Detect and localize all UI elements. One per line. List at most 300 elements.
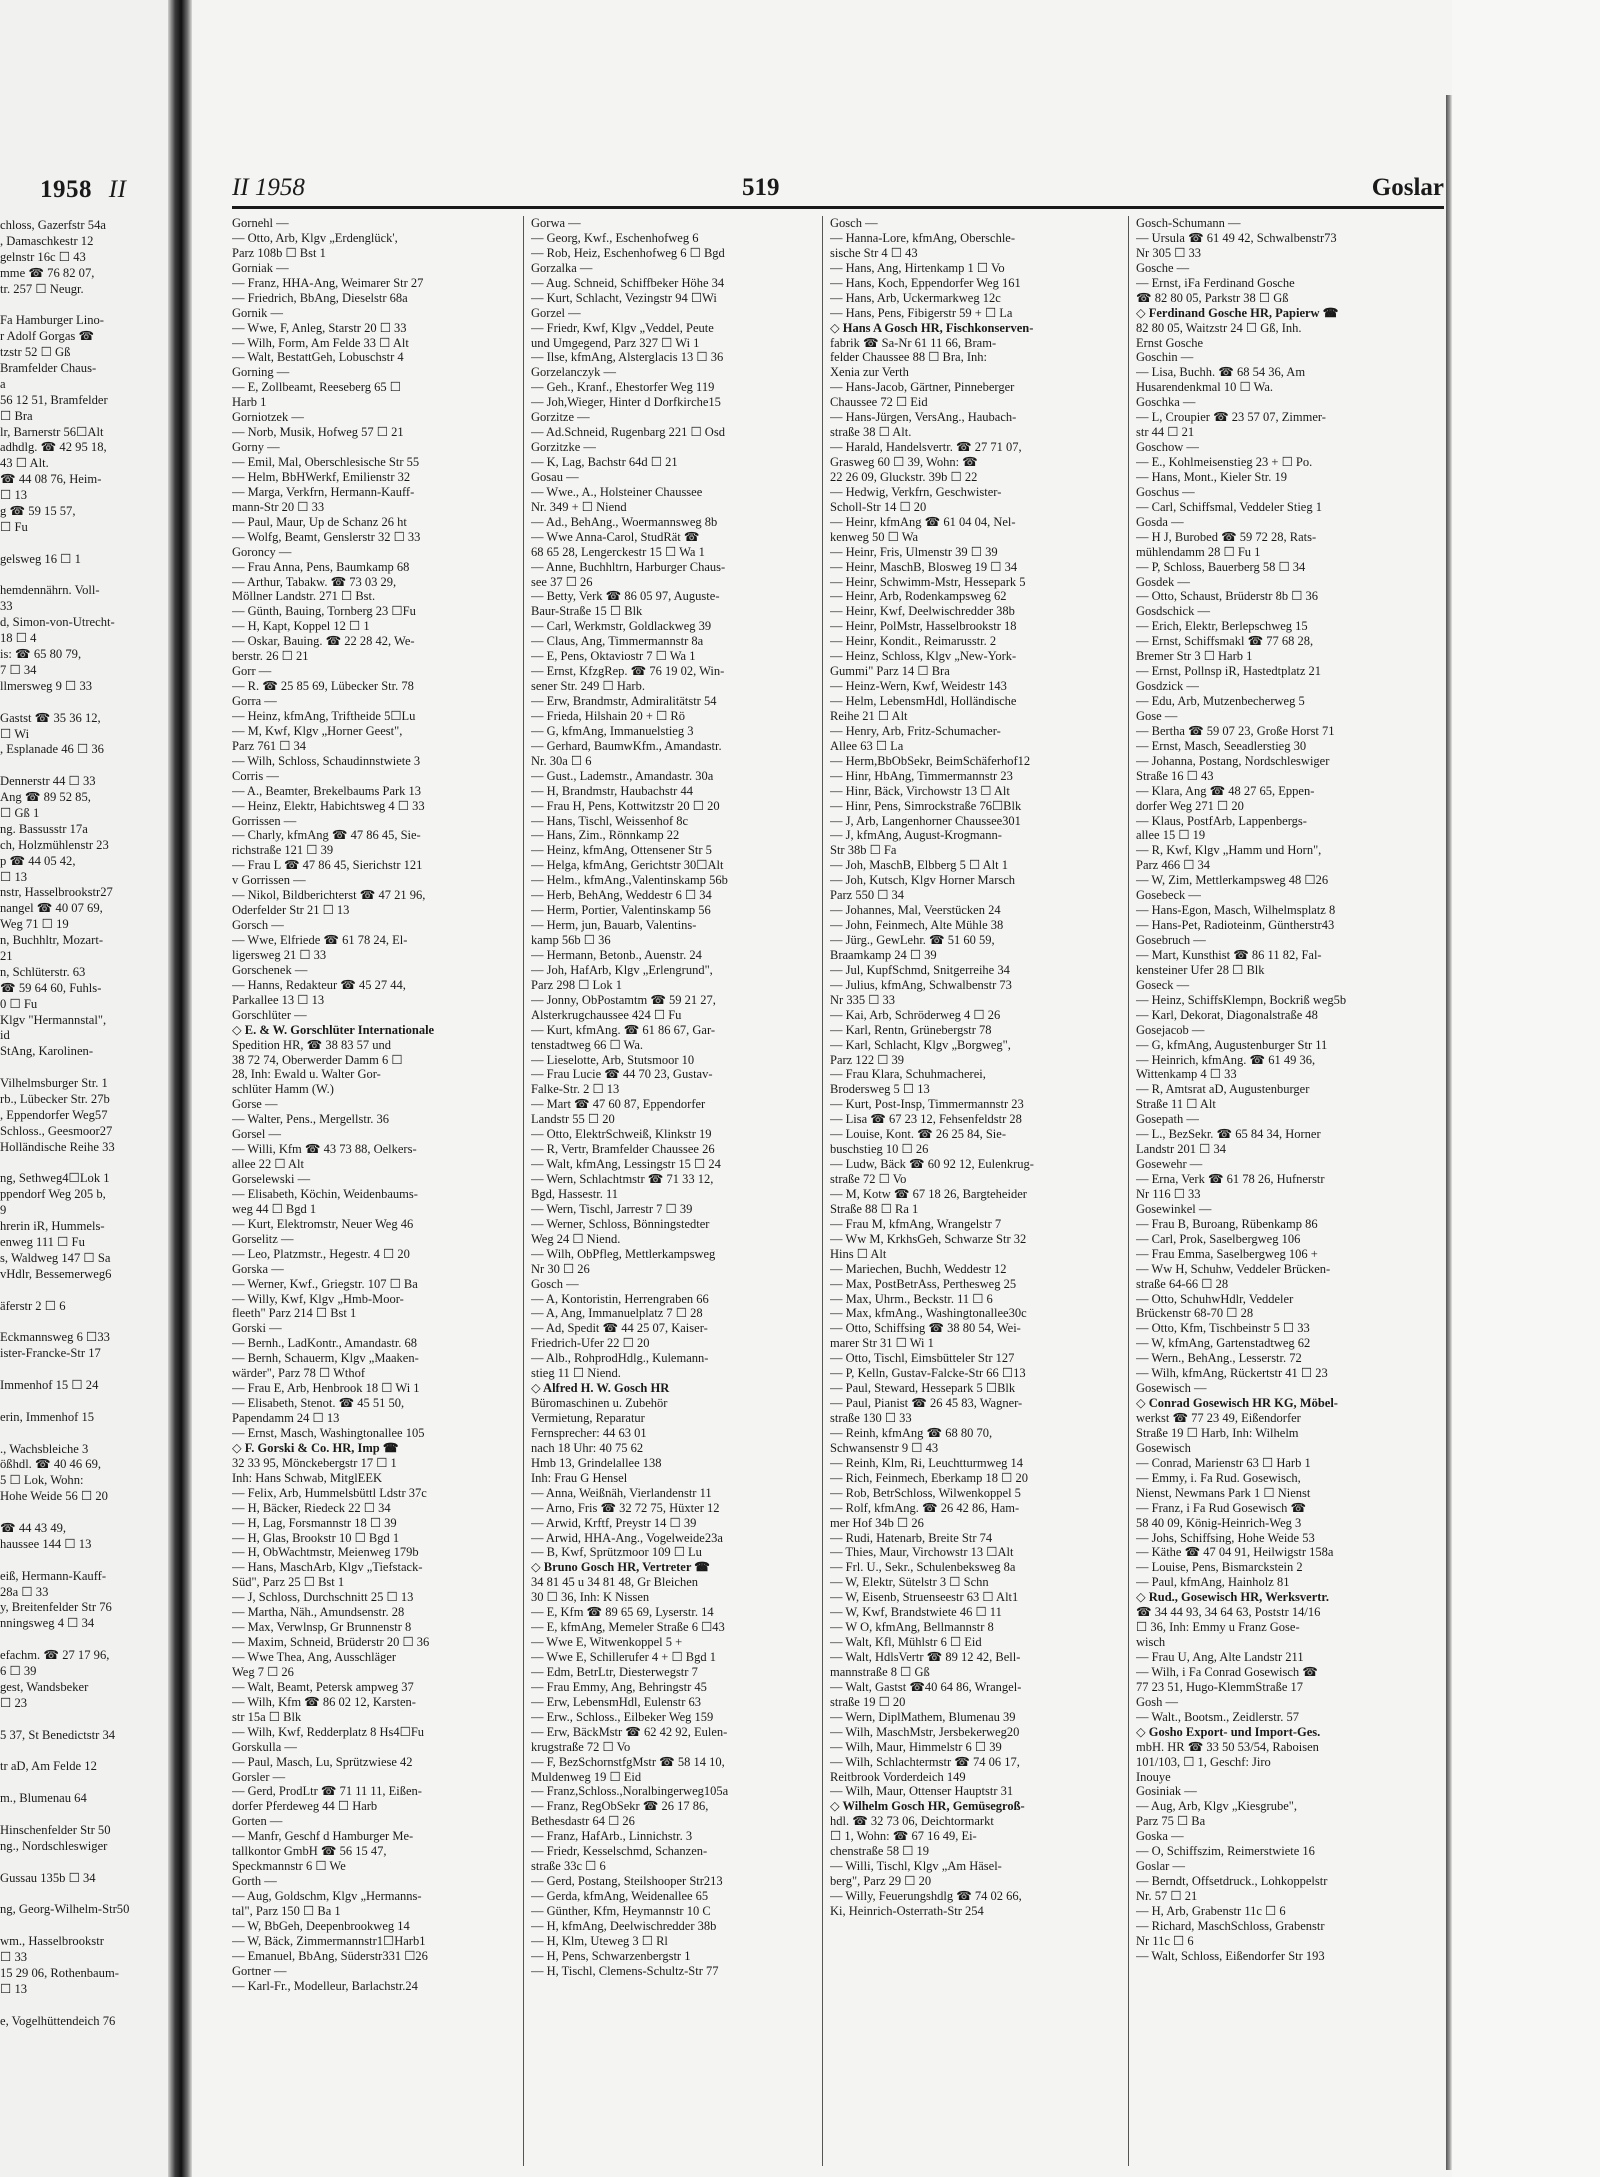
- directory-entry-line: — Karl, Schlacht, Klgv „Borgweg",: [830, 1037, 1011, 1052]
- directory-entry-line: — Rolf, kfmAng. ☎ 26 42 86, Ham-: [830, 1500, 1020, 1515]
- directory-entry-line: — Wwe E, Schillerufer 4 + ☐ Bgd 1: [531, 1650, 717, 1664]
- directory-entry-line: — A, Ang, Immanuelplatz 7 ☐ 28: [531, 1306, 703, 1321]
- left-page-line: Hinschenfelder Str 50: [0, 1822, 111, 1837]
- directory-entry-line: — M, Kwf, Klgv „Horner Geest",: [232, 723, 403, 738]
- directory-entry-line: — Walt, Beamt, Petersk ampweg 37: [232, 1679, 414, 1694]
- directory-entry-line: — J, Arb, Langenhorner Chaussee301: [830, 813, 1021, 828]
- left-page-line: [0, 1744, 166, 1760]
- column-divider: [523, 216, 524, 2166]
- directory-entry-line: — Carl, Werkmstr, Goldlackweg 39: [531, 619, 712, 634]
- directory-entry-line: mühlendamm 28 ☐ Fu 1: [1136, 544, 1261, 559]
- directory-entry-line: — Ernst, Masch, Seeadlerstieg 30: [1136, 738, 1307, 753]
- left-header-year: 1958: [40, 176, 92, 203]
- directory-entry-line: — Frau Lucie ☎ 44 70 23, Gustav-: [531, 1067, 713, 1082]
- directory-entry-line: — Nikol, Bildberichterst ☎ 47 21 96,: [232, 888, 426, 903]
- directory-entry-line: — Otto, Kfm, Tischbeinstr 5 ☐ 33: [1136, 1321, 1310, 1336]
- directory-entry-line: ◇ Hans A Gosch HR, Fischkonserven-: [830, 320, 1034, 335]
- directory-entry-line: — Jonny, ObPostamtm ☎ 59 21 27,: [531, 992, 716, 1007]
- left-page-line: 0 ☐ Fu: [0, 996, 38, 1011]
- directory-entry-line: straße 130 ☐ 33: [830, 1411, 912, 1425]
- directory-entry-line: — Thies, Maur, Virchowstr 13 ☐Alt: [830, 1545, 1014, 1560]
- directory-entry-line: — Wilh, Kfm ☎ 86 02 12, Karsten-: [232, 1694, 416, 1709]
- left-page-line: ng, Sethweg4☐Lok 1: [0, 1171, 110, 1186]
- directory-entry-line: Gorschlüter —: [232, 1007, 307, 1022]
- directory-entry-line: — P, Kelln, Gustav-Falcke-Str 66 ☐13: [830, 1366, 1026, 1381]
- directory-entry-line: — Aug, Arb, Klgv „Kiesgrube",: [1136, 1799, 1297, 1814]
- directory-entry-line: — E, Kfm ☎ 89 65 69, Lyserstr. 14: [531, 1605, 714, 1620]
- directory-entry-line: — Heinr, kfmAng ☎ 61 04 04, Nel-: [830, 514, 1016, 529]
- directory-entry-line: dorfer Weg 271 ☐ 20: [1136, 798, 1244, 813]
- directory-entry-line: Goschus —: [1136, 484, 1195, 499]
- left-page-line: [0, 1283, 166, 1299]
- directory-entry-line: — Herb, BehAng, Weddestr 6 ☐ 34: [531, 888, 712, 903]
- directory-entry-line: — H, Glas, Brookstr 10 ☐ Bgd 1: [232, 1530, 400, 1545]
- directory-entry-line: — Max, Uhrm., Beckstr. 11 ☐ 6: [830, 1291, 993, 1306]
- directory-entry-line: — K, Lag, Bachstr 64d ☐ 21: [531, 455, 678, 469]
- left-page-line: is: ☎ 65 80 79,: [0, 647, 82, 662]
- left-page-line: 9: [0, 1203, 7, 1218]
- directory-entry-line: Papendamm 24 ☐ 13: [232, 1411, 340, 1425]
- directory-entry-line: Gosebruch —: [1136, 933, 1206, 947]
- directory-entry-line: — Maxim, Schneid, Brüderstr 20 ☐ 36: [232, 1635, 430, 1650]
- directory-entry-line: — Wern, Schlachtmstr ☎ 71 33 12,: [531, 1172, 714, 1186]
- directory-entry-line: Nr 11c ☐ 6: [1136, 1933, 1194, 1948]
- column-1: [232, 216, 515, 2166]
- left-page-line: gelnstr 16c ☐ 43: [0, 249, 86, 264]
- left-page-line: ch, Holzmühlenstr 23: [0, 837, 109, 852]
- directory-entry-line: Gosdschick —: [1136, 604, 1210, 619]
- directory-entry-line: Husarendenkmal 10 ☐ Wa.: [1136, 380, 1274, 395]
- directory-entry-line: Baur-Straße 15 ☐ Blk: [531, 604, 643, 619]
- directory-entry-line: Gose —: [1136, 708, 1178, 723]
- directory-entry-line: Schwansenstr 9 ☐ 43: [830, 1440, 939, 1455]
- directory-entry-line: — Otto, SchuhwHdlr, Veddeler: [1136, 1291, 1294, 1306]
- directory-entry-line: Landstr 55 ☐ 20: [531, 1112, 615, 1127]
- directory-entry-line: — H, kfmAng, Deelwischredder 38b: [531, 1918, 717, 1933]
- directory-entry-line: — Norb, Musik, Hofweg 57 ☐ 21: [232, 425, 404, 440]
- directory-entry-line: straße 33c ☐ 6: [531, 1859, 606, 1874]
- directory-entry-line: — Otto, ElektrSchweiß, Klinkstr 19: [531, 1127, 712, 1142]
- directory-entry-line: Gorsch —: [232, 918, 284, 933]
- directory-entry-line: nach 18 Uhr: 40 75 62: [531, 1440, 644, 1455]
- directory-entry-line: — Helm., kfmAng.,Valentinskamp 56b: [531, 873, 728, 888]
- directory-entry-line: Gosch —: [830, 216, 878, 230]
- directory-entry-line: — Georg, Kwf., Eschenhofweg 6: [531, 230, 699, 245]
- directory-entry-line: — Charly, kfmAng ☎ 47 86 45, Sie-: [232, 828, 421, 843]
- left-page-fragment: [0, 0, 168, 2177]
- directory-entry-line: ◇ E. & W. Gorschlüter Internationale: [232, 1022, 435, 1037]
- directory-entry-line: tallkontor GmbH ☎ 56 15 47,: [232, 1844, 387, 1859]
- directory-entry-line: — E, Pens, Oktaviostr 7 ☐ Wa 1: [531, 649, 696, 664]
- directory-entry-line: — Gerda, kfmAng, Weidenallee 65: [531, 1889, 709, 1903]
- directory-entry-line: kamp 56b ☐ 36: [531, 933, 611, 947]
- left-page-line: 7 ☐ 34: [0, 662, 37, 677]
- directory-entry-line: — Hermann, Betonb., Auenstr. 24: [531, 947, 702, 962]
- directory-entry-line: Gosebeck —: [1136, 888, 1201, 903]
- directory-entry-line: — W O, kfmAng, Bellmannstr 8: [830, 1620, 994, 1635]
- directory-entry-line: — Joh, MaschB, Elbberg 5 ☐ Alt 1: [830, 858, 1008, 873]
- directory-entry-line: — Franz, HHA-Ang, Weimarer Str 27: [232, 275, 424, 290]
- directory-entry-line: Gosewisch: [1136, 1440, 1191, 1455]
- directory-entry-line: Muldenweg 19 ☐ Eid: [531, 1769, 642, 1784]
- left-page-line: ößhdl. ☎ 40 46 69,: [0, 1457, 102, 1472]
- directory-entry-line: Gorten —: [232, 1814, 283, 1829]
- directory-entry-line: — Hans, MaschArb, Klgv „Tiefstack-: [232, 1560, 423, 1575]
- directory-entry-line: Hmb 13, Grindelallee 138: [531, 1455, 662, 1470]
- directory-entry-line: — Paul, Masch, Lu, Sprützwiese 42: [232, 1754, 413, 1769]
- directory-entry-line: Inh: Frau G Hensel: [531, 1470, 628, 1485]
- directory-entry-line: Gorny —: [232, 440, 280, 455]
- left-page-line: ppendorf Weg 205 b,: [0, 1187, 106, 1202]
- directory-entry-line: — Otto, Arb, Klgv „Erdenglück',: [232, 230, 398, 245]
- directory-entry-line: Gornik —: [232, 305, 284, 320]
- directory-entry-line: — H J, Burobed ☎ 59 72 28, Rats-: [1136, 529, 1317, 544]
- directory-entry-line: — W, Elektr, Sütelstr 3 ☐ Schn: [830, 1575, 989, 1590]
- directory-entry-line: — Hinr, HbAng, Timmermannstr 23: [830, 768, 1013, 783]
- directory-entry-line: Goschin —: [1136, 350, 1194, 365]
- directory-entry-line: — Ww M, KrkhsGeh, Schwarze Str 32: [830, 1231, 1027, 1246]
- directory-entry-line: — Erw, LebensmHdl, Eulenstr 63: [531, 1694, 701, 1709]
- directory-entry-line: — H, Kapt, Koppel 12 ☐ 1: [232, 619, 370, 634]
- directory-entry-line: ◇ Alfred H. W. Gosch HR: [531, 1381, 670, 1396]
- directory-entry-line: Goska —: [1136, 1829, 1184, 1844]
- directory-entry-line: Ki, Heinrich-Osterrath-Str 254: [830, 1903, 984, 1918]
- directory-entry-line: — Hans, Koch, Eppendorfer Weg 161: [830, 275, 1021, 290]
- directory-entry-line: Grasweg 60 ☐ 39, Wohn: ☎: [830, 455, 978, 469]
- directory-entry-line: fleeth" Parz 214 ☐ Bst 1: [232, 1306, 357, 1321]
- directory-entry-line: Hins ☐ Alt: [830, 1246, 887, 1261]
- directory-entry-line: — Berndt, Offsetdruck., Lohkoppelstr: [1136, 1874, 1328, 1889]
- directory-entry-line: sener Str. 249 ☐ Harb.: [531, 679, 645, 694]
- directory-entry-line: — Anne, Buchhltrn, Harburger Chaus-: [531, 559, 726, 574]
- directory-entry-line: straße 72 ☐ Vo: [830, 1172, 907, 1186]
- directory-entry-line: Str 38b ☐ Fa: [830, 843, 897, 858]
- directory-entry-line: Bgd, Hassestr. 11: [531, 1186, 619, 1201]
- directory-entry-line: — Kurt, Elektromstr, Neuer Weg 46: [232, 1216, 414, 1231]
- directory-entry-line: — Frau B, Buroang, Rübenkamp 86: [1136, 1216, 1318, 1231]
- directory-entry-line: — Hans-Pet, Radioteinm, Güntherstr43: [1136, 918, 1335, 933]
- directory-entry-line: — Hans-Jürgen, VersAng., Haubach-: [830, 410, 1017, 425]
- left-page-line: [0, 1394, 166, 1410]
- directory-entry-line: — Wern., BehAng., Lesserstr. 72: [1136, 1351, 1302, 1366]
- directory-entry-line: — Leo, Platzmstr., Hegestr. 4 ☐ 20: [232, 1246, 410, 1261]
- directory-entry-line: — Emanuel, BbAng, Süderstr331 ☐26: [232, 1948, 428, 1963]
- column-2: [531, 216, 814, 2166]
- directory-entry-line: — Wwe., A., Holsteiner Chaussee: [531, 484, 703, 499]
- directory-entry-line: — Arwid, HHA-Ang., Vogelweide23a: [531, 1530, 723, 1545]
- directory-entry-line: — Julius, kfmAng, Schwalbenstr 73: [830, 977, 1012, 992]
- directory-entry-line: richstraße 121 ☐ 39: [232, 843, 334, 858]
- directory-entry-line: — Wolfg, Beamt, Genslerstr 32 ☐ 33: [232, 529, 421, 544]
- left-page-line: ☐ 13: [0, 1981, 28, 1996]
- directory-entry-line: 58 40 09, König-Heinrich-Weg 3: [1136, 1515, 1302, 1530]
- directory-entry-line: — Walt, HdlsVertr ☎ 89 12 42, Bell-: [830, 1650, 1021, 1664]
- directory-entry-line: — Hans, Ang, Hirtenkamp 1 ☐ Vo: [830, 260, 1005, 275]
- directory-entry-line: — Frl. U., Sekr., Schulenbeksweg 8a: [830, 1560, 1016, 1575]
- directory-entry-line: Corris —: [232, 768, 279, 783]
- directory-entry-line: str 44 ☐ 21: [1136, 425, 1195, 440]
- left-page-line: haussee 144 ☐ 13: [0, 1536, 92, 1551]
- directory-entry-line: — Friedr, Kwf, Klgv „Veddel, Peute: [531, 320, 714, 335]
- directory-entry-line: Bethesdastr 64 ☐ 26: [531, 1814, 635, 1829]
- directory-entry-line: — Heinz, Elektr, Habichtsweg 4 ☐ 33: [232, 798, 425, 813]
- directory-entry-line: 22 26 09, Gluckstr. 39b ☐ 22: [830, 469, 978, 484]
- directory-entry-line: Allee 63 ☐ La: [830, 738, 904, 753]
- directory-entry-line: chenstraße 58 ☐ 19: [830, 1844, 930, 1859]
- directory-entry-line: Spedition HR, ☎ 38 83 57 und: [232, 1037, 391, 1052]
- directory-entry-line: Wittenkamp 4 ☐ 33: [1136, 1067, 1237, 1082]
- directory-entry-line: — Gust., Lademstr., Amandastr. 30a: [531, 768, 714, 783]
- directory-entry-line: Gortner —: [232, 1963, 287, 1978]
- directory-entry-line: tenstadtweg 66 ☐ Wa.: [531, 1037, 644, 1052]
- left-page-line: ☐ Bra: [0, 408, 33, 423]
- directory-entry-line: marer Str 31 ☐ Wi 1: [830, 1336, 934, 1351]
- directory-entry-line: — Wilh, Maur, Ottenser Hauptstr 31: [830, 1784, 1014, 1799]
- directory-entry-line: — Johs, Schiffsing, Hohe Weide 53: [1136, 1530, 1315, 1545]
- left-page-line: id: [0, 1028, 10, 1043]
- left-page-line: ☎ 44 43 49,: [0, 1521, 67, 1536]
- left-page-line: Gastst ☎ 35 36 12,: [0, 710, 101, 725]
- directory-entry-line: mann-Str 20 ☐ 33: [232, 499, 325, 514]
- directory-entry-line: — Aug, Goldschm, Klgv „Hermanns-: [232, 1889, 422, 1903]
- directory-entry-line: — Johannes, Mal, Veerstücken 24: [830, 903, 1001, 918]
- left-page-line: d, Simon-von-Utrecht-: [0, 615, 115, 630]
- directory-entry-line: Brodersweg 5 ☐ 13: [830, 1082, 930, 1097]
- directory-entry-line: 82 80 05, Waitzstr 24 ☐ Gß, Inh.: [1136, 320, 1302, 335]
- directory-entry-line: — Kurt, kfmAng. ☎ 61 86 67, Gar-: [531, 1022, 716, 1037]
- directory-entry-line: — Hans, Tischl, Weissenhof 8c: [531, 813, 689, 828]
- directory-entry-line: — R. ☎ 25 85 69, Lübecker Str. 78: [232, 679, 414, 694]
- directory-entry-line: — Paul, Steward, Hessepark 5 ☐Blk: [830, 1381, 1016, 1396]
- left-page-line: rb., Lübecker Str. 27b: [0, 1091, 110, 1106]
- directory-entry-line: ◇ Wilhelm Gosch HR, Gemüsegroß-: [830, 1799, 1025, 1814]
- directory-entry-line: Xenia zur Verth: [830, 365, 909, 380]
- left-page-line: [0, 568, 166, 584]
- left-page-line: lr, Barnerstr 56☐Alt: [0, 424, 104, 439]
- directory-entry-line: — Heinz, kfmAng, Triftheide 5☐Lu: [232, 708, 416, 723]
- left-page-line: eiß, Hermann-Kauff-: [0, 1568, 107, 1583]
- directory-entry-line: Harb 1: [232, 395, 267, 410]
- directory-entry-line: ◇ Conrad Gosewisch HR KG, Möbel-: [1136, 1396, 1338, 1411]
- directory-entry-line: v Gorrissen —: [232, 873, 306, 888]
- directory-entry-line: ◇ Gosho Export- und Import-Ges.: [1136, 1724, 1321, 1739]
- directory-entry-line: Gosdek —: [1136, 574, 1190, 589]
- directory-entry-line: berg", Parz 29 ☐ 20: [830, 1874, 932, 1889]
- directory-entry-line: Inh: Hans Schwab, MitglEEK: [232, 1470, 382, 1485]
- directory-entry-line: — Hanns, Redakteur ☎ 45 27 44,: [232, 977, 406, 992]
- directory-entry-line: — Henry, Arb, Fritz-Schumacher-: [830, 723, 1001, 738]
- directory-entry-line: — Wern, DiplMathem, Blumenau 39: [830, 1709, 1016, 1724]
- directory-entry-line: — Frau U, Ang, Alte Landstr 211: [1136, 1650, 1304, 1664]
- left-page-line: m., Blumenau 64: [0, 1791, 87, 1806]
- left-page-line: Bramfelder Chaus-: [0, 361, 97, 376]
- directory-entry-line: — Hans-Egon, Masch, Wilhelmsplatz 8: [1136, 903, 1336, 918]
- left-page-line: tzstr 52 ☐ Gß: [0, 345, 71, 360]
- directory-entry-line: Gosda —: [1136, 514, 1184, 529]
- left-page-line: , Damaschkestr 12: [0, 233, 94, 248]
- directory-entry-line: Gosiniak —: [1136, 1784, 1197, 1799]
- directory-entry-line: — Friedrich, BbAng, Dieselstr 68a: [232, 290, 408, 305]
- directory-entry-line: — Karl, Dekorat, Diagonalstraße 48: [1136, 1007, 1318, 1022]
- page-number: 519: [742, 174, 780, 201]
- directory-entry-line: Goschka —: [1136, 395, 1196, 410]
- directory-entry-line: Möllner Landstr. 271 ☐ Bst.: [232, 589, 376, 604]
- directory-entry-line: — Reinh, kfmAng ☎ 68 80 70,: [830, 1425, 993, 1440]
- directory-entry-line: — Helm, BbHWerkf, Emilienstr 32: [232, 469, 411, 484]
- left-page-line: ☐ Fu: [0, 519, 28, 534]
- directory-entry-line: — Oskar, Bauing. ☎ 22 28 42, We-: [232, 634, 415, 649]
- directory-entry-line: — Alb., RohprodHdlg., Kulemann-: [531, 1351, 709, 1366]
- left-page-line: e, Vogelhüttendeich 76: [0, 2013, 116, 2028]
- directory-entry-line: — Emmy, i. Fa Rud. Gosewisch,: [1136, 1470, 1301, 1485]
- left-page-line: 6 ☐ 39: [0, 1664, 37, 1679]
- directory-entry-line: — Heinr, Schwimm-Mstr, Hessepark 5: [830, 574, 1026, 589]
- directory-entry-line: — Ww H, Schuhw, Veddeler Brücken-: [1136, 1261, 1331, 1276]
- left-page-line: gest, Wandsbeker: [0, 1679, 89, 1694]
- directory-entry-line: Gorselewski —: [232, 1172, 311, 1186]
- directory-entry-line: wärder", Parz 78 ☐ Wthof: [232, 1366, 366, 1381]
- directory-entry-line: — Walter, Pens., Mergellstr. 36: [232, 1112, 390, 1127]
- directory-entry-line: — Wilh, ObPfleg, Mettlerkampsweg: [531, 1246, 716, 1261]
- left-page-line: [0, 1156, 166, 1172]
- left-page-line: , Eppendorfer Weg57: [0, 1107, 108, 1122]
- directory-entry-line: — Frau Emma, Saselbergweg 106 +: [1136, 1246, 1318, 1261]
- directory-entry-line: Nr. 30a ☐ 6: [531, 753, 592, 768]
- directory-entry-line: — L., BezSekr. ☎ 65 84 34, Horner: [1136, 1127, 1321, 1142]
- directory-entry-line: — Otto, Tischl, Eimsbütteler Str 127: [830, 1351, 1015, 1366]
- directory-entry-line: — Johanna, Postang, Nordschleswiger: [1136, 753, 1330, 768]
- directory-entry-line: — Ursula ☎ 61 49 42, Schwalbenstr73: [1136, 230, 1337, 245]
- directory-entry-line: — Heinr, Arb, Rodenkampsweg 62: [830, 589, 1007, 604]
- directory-entry-line: — Frau E, Arb, Henbrook 18 ☐ Wi 1: [232, 1381, 420, 1396]
- left-page-line: r Adolf Gorgas ☎: [0, 329, 95, 344]
- left-page-line: ☐ Wi: [0, 726, 30, 741]
- left-page-line: chloss, Gazerfstr 54a: [0, 218, 106, 232]
- directory-entry-line: — Wilh, Schloss, Schaudinnstwiete 3: [232, 753, 421, 768]
- directory-entry-line: Scholl-Str 14 ☐ 20: [830, 499, 927, 514]
- directory-entry-line: Bremer Str 3 ☐ Harb 1: [1136, 649, 1253, 664]
- page-header: [232, 160, 1444, 206]
- left-page-line: p ☎ 44 05 42,: [0, 853, 76, 868]
- directory-entry-line: Gosau —: [531, 469, 579, 484]
- directory-entry-line: ◇ Ferdinand Gosche HR, Papierw ☎: [1136, 305, 1339, 320]
- directory-entry-line: — Rudi, Hatenarb, Breite Str 74: [830, 1530, 993, 1545]
- left-page-line: Ang ☎ 89 52 85,: [0, 790, 91, 805]
- directory-entry-line: ☐ 1, Wohn: ☎ 67 16 49, Ei-: [830, 1829, 977, 1844]
- directory-entry-line: — Käthe ☎ 47 04 91, Heilwigstr 158a: [1136, 1545, 1334, 1560]
- directory-entry-line: Nr. 57 ☐ 21: [1136, 1889, 1198, 1903]
- directory-entry-line: — Franz, HafArb., Linnichstr. 3: [531, 1829, 693, 1844]
- directory-entry-line: Oderfelder Str 21 ☐ 13: [232, 903, 350, 918]
- left-page-line: ☐ 13: [0, 488, 28, 503]
- directory-entry-line: — Arno, Fris ☎ 32 72 75, Hüxter 12: [531, 1500, 720, 1515]
- directory-entry-line: — Elisabeth, Stenot. ☎ 45 51 50,: [232, 1396, 405, 1411]
- left-page-line: [0, 1887, 166, 1903]
- left-page-line: [0, 1632, 166, 1648]
- left-header-roman: II: [108, 176, 127, 203]
- directory-entry-line: — Ernst, KfzgRep. ☎ 76 19 02, Win-: [531, 664, 725, 679]
- directory-entry-line: — Wilh, Form, Am Felde 33 ☐ Alt: [232, 335, 409, 350]
- left-page-line: [0, 1553, 166, 1569]
- directory-entry-line: ◇ F. Gorski & Co. HR, Imp ☎: [232, 1440, 399, 1455]
- left-page-line: 5 ☐ Lok, Wohn:: [0, 1473, 84, 1488]
- directory-entry-line: — Willy, Kwf, Klgv „Hmb-Moor-: [232, 1291, 404, 1306]
- left-page-line: 18 ☐ 4: [0, 631, 37, 646]
- directory-entry-line: Nr. 349 + ☐ Niend: [531, 499, 627, 514]
- directory-entry-line: — Hans, Pens, Fibigerstr 59 + ☐ La: [830, 305, 1013, 320]
- header-rule: [232, 206, 1444, 209]
- directory-entry-line: — Ilse, kfmAng, Alsterglacis 13 ☐ 36: [531, 350, 724, 365]
- left-page-line: [0, 758, 166, 774]
- directory-entry-line: straße 19 ☐ 20: [830, 1694, 906, 1709]
- left-page-line: tr aD, Am Felde 12: [0, 1759, 97, 1774]
- directory-entry-line: mannstraße 8 ☐ Gß: [830, 1664, 930, 1679]
- directory-entry-line: — Frau Klara, Schuhmacherei,: [830, 1067, 986, 1082]
- directory-entry-line: Parkallee 13 ☐ 13: [232, 992, 325, 1007]
- left-page-line: [0, 1855, 166, 1871]
- directory-entry-line: — Kai, Arb, Schröderweg 4 ☐ 26: [830, 1007, 1001, 1022]
- directory-entry-line: — Walt., Bootsm., Zeidlerstr. 57: [1136, 1709, 1299, 1724]
- left-page-line: [0, 1314, 166, 1330]
- directory-entry-line: Gosejacob —: [1136, 1022, 1205, 1037]
- directory-entry-line: — Carl, Schiffsmal, Veddeler Stieg 1: [1136, 499, 1322, 514]
- directory-page: [232, 160, 1444, 2170]
- directory-entry-line: — Bertha ☎ 59 07 23, Große Horst 71: [1136, 723, 1335, 738]
- directory-entry-line: — Arthur, Tabakw. ☎ 73 03 29,: [232, 574, 397, 589]
- directory-entry-line: — Wilh, Maur, Himmelstr 6 ☐ 39: [830, 1739, 1002, 1754]
- directory-entry-line: — G, kfmAng, Immanuelstieg 3: [531, 723, 694, 738]
- directory-entry-line: — Ernst, Pollnsp iR, Hastedtplatz 21: [1136, 664, 1322, 679]
- directory-entry-line: Ernst Gosche: [1136, 335, 1203, 350]
- directory-entry-line: Gornehl —: [232, 216, 289, 230]
- directory-entry-line: — Anna, Weißnäh, Vierlandenstr 11: [531, 1485, 712, 1500]
- directory-entry-line: — Friedr, Kesselschmd, Schanzen-: [531, 1844, 708, 1859]
- directory-entry-line: — Helga, kfmAng, Gerichtstr 30☐Alt: [531, 858, 724, 873]
- directory-entry-line: — L, Croupier ☎ 23 57 07, Zimmer-: [1136, 410, 1326, 425]
- directory-entry-line: — G, kfmAng, Augustenburger Str 11: [1136, 1037, 1328, 1052]
- directory-entry-line: — Harald, Handelsvertr. ☎ 27 71 07,: [830, 440, 1022, 455]
- directory-entry-line: — Max, kfmAng., Washingtonallee30c: [830, 1306, 1027, 1321]
- directory-entry-line: — E., Kohlmeisenstieg 23 + ☐ Po.: [1136, 455, 1313, 469]
- directory-entry-line: — Jul, KupfSchmd, Snitgerreihe 34: [830, 962, 1010, 977]
- directory-entry-line: — Wwe, Elfriede ☎ 61 78 24, El-: [232, 933, 408, 947]
- directory-entry-line: — Ernst, iFa Ferdinand Gosche: [1136, 275, 1295, 290]
- left-page-line: Gussau 135b ☐ 34: [0, 1870, 96, 1885]
- directory-entry-line: — Max, Verwlnsp, Gr Brunnenstr 8: [232, 1620, 412, 1635]
- directory-entry-line: buschstieg 10 ☐ 26: [830, 1142, 929, 1157]
- directory-entry-line: — Wwe Thea, Ang, Ausschläger: [232, 1650, 397, 1664]
- directory-entry-line: — Werner, Kwf., Griegstr. 107 ☐ Ba: [232, 1276, 418, 1291]
- left-page-line: 56 12 51, Bramfelder: [0, 392, 108, 407]
- directory-entry-line: Gorse —: [232, 1097, 278, 1112]
- book-gutter: [168, 0, 192, 2177]
- directory-entry-line: — Otto, Schiffsing ☎ 38 80 54, Wei-: [830, 1321, 1021, 1336]
- left-page-line: Immenhof 15 ☐ 24: [0, 1378, 99, 1393]
- directory-entry-line: — M, Kotw ☎ 67 18 26, Bargteheider: [830, 1186, 1027, 1201]
- left-page-line: nstr, Hasselbrookstr27: [0, 885, 113, 900]
- directory-entry-line: 34 81 45 u 34 81 48, Gr Bleichen: [531, 1575, 698, 1590]
- directory-entry-line: Weg 24 ☐ Niend.: [531, 1231, 621, 1246]
- directory-entry-line: — H, Klm, Uteweg 3 ☐ Rl: [531, 1933, 668, 1948]
- directory-entry-line: 28, Inh: Ewald u. Walter Gor-: [232, 1067, 381, 1082]
- right-margin: [1452, 0, 1600, 2177]
- directory-entry-line: Nr 116 ☐ 33: [1136, 1186, 1201, 1201]
- directory-entry-line: — Heinr, PolMstr, Hasselbrookstr 18: [830, 619, 1017, 634]
- directory-entry-line: — Carl, Prok, Saselbergweg 106: [1136, 1231, 1301, 1246]
- directory-entry-line: Gorniotzek —: [232, 410, 304, 425]
- directory-entry-line: — H, Tischl, Clemens-Schultz-Str 77: [531, 1963, 719, 1978]
- left-page-line: ng, Georg-Wilhelm-Str50: [0, 1902, 130, 1917]
